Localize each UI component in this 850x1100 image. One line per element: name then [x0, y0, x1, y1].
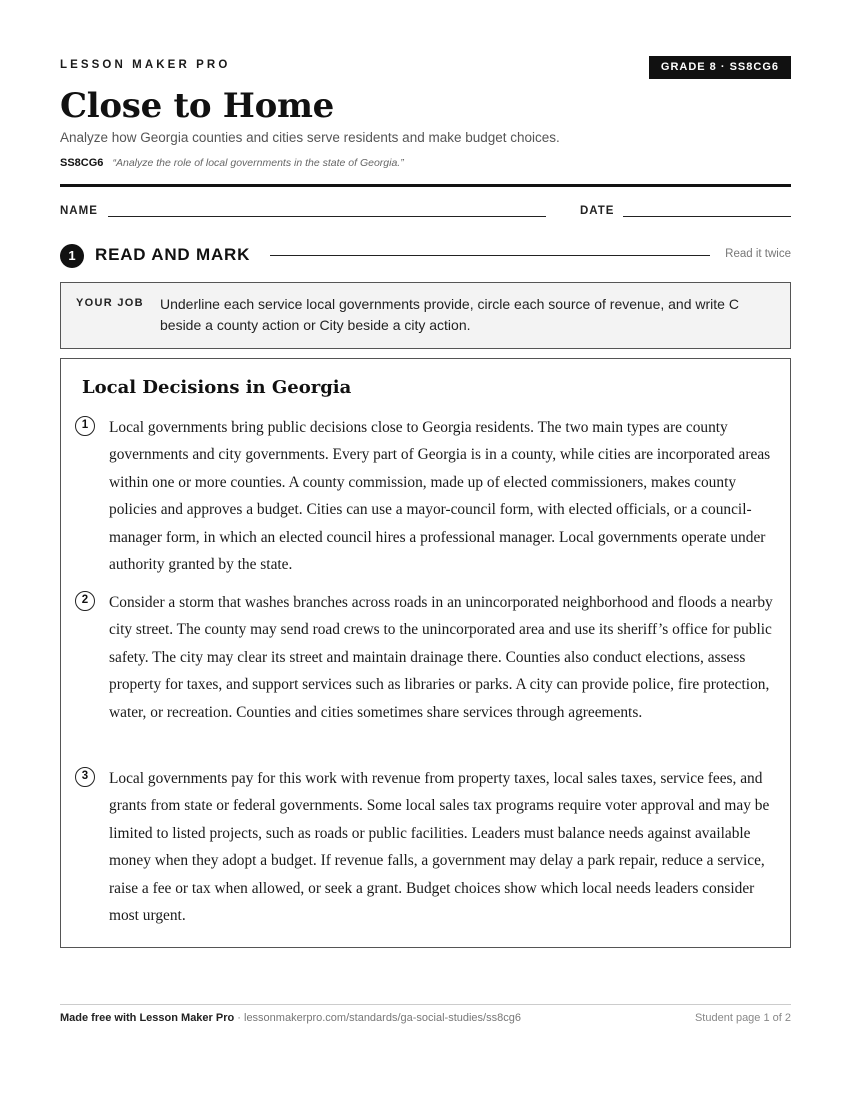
- paragraph-number-1: 1: [75, 416, 95, 436]
- paragraph-1: Local governments bring public decisions close to Georgia residents. The two main types are county governments and city governments. Every part of Georgia is in a county, while cities are incorporated areas within one or more counties. A county commission, made up of elected commissioners, makes county policies and approves a budget. Cities can use a mayor-council form, with elected officials, or a council-manager form, in which an elected council hires a professional manager. Local governments operate under authority granted by the state.: [109, 419, 771, 574]
- standard-quote: “Analyze the role of local governments in the state of Georgia.”: [112, 157, 404, 169]
- section-number-badge: 1: [60, 244, 84, 268]
- paragraph-2: Consider a storm that washes branches across roads in an unincorporated neighborhood and floods a nearby city street. The county may send road crews to the unincorporated area and use its sheriff’s office for public safety. The city may clear its street and maintain drainage there. Counties also conduct elections, assess property for taxes, and support services such as libraries or parks. A city can provide police, fire protection, water, or recreation. Counties and cities sometimes share services through agreements.: [109, 594, 773, 721]
- section-divider: [270, 255, 710, 256]
- header-divider: [60, 184, 791, 187]
- reading-title: Local Decisions in Georgia: [82, 377, 352, 398]
- grade-badge: GRADE 8 · SS8CG6: [649, 56, 791, 79]
- date-label: DATE: [580, 205, 615, 217]
- footer-brand: Made free with Lesson Maker Pro: [60, 1012, 235, 1024]
- footer-credit: [60, 1012, 521, 1024]
- page-title: Close to Home: [60, 86, 334, 126]
- page-subtitle: Analyze how Georgia counties and cities serve residents and make budget choices.: [60, 130, 560, 145]
- brand-name: LESSON MAKER PRO: [60, 59, 231, 71]
- section-note: Read it twice: [725, 248, 791, 260]
- section-header: [60, 243, 791, 269]
- standard-code: SS8CG6: [60, 157, 104, 169]
- standard-row: [60, 157, 404, 169]
- reading-passage: [60, 358, 791, 948]
- footer-divider: [60, 1004, 791, 1005]
- page-indicator: Student page 1 of 2: [694, 1012, 791, 1024]
- paragraph-number-2: 2: [75, 591, 95, 611]
- footer-url[interactable]: · lessonmakerpro.com/standards/ga-social-studies/ss8cg6: [234, 1012, 521, 1024]
- job-instructions: Underline each service local governments provide, circle each source of revenue, and write C beside a county action or City beside a city action.: [160, 296, 739, 333]
- paragraph-number-3: 3: [75, 767, 95, 787]
- date-field[interactable]: [623, 216, 791, 217]
- job-label: YOUR JOB: [76, 297, 144, 309]
- section-title: READ AND MARK: [95, 245, 251, 264]
- paragraph-3: Local governments pay for this work with revenue from property taxes, local sales taxes, service fees, and grants from state or federal governments. Some local sales tax programs require voter approval and may be limited to listed projects, such as roads or public facilities. Leaders must balance needs against available money when they adopt a budget. If revenue falls, a government may delay a park repair, reduce a service, raise a fee or tax when allowed, or seek a grant. Budget choices show which local needs leaders consider most urgent.: [109, 770, 770, 925]
- name-label: NAME: [60, 205, 98, 217]
- name-field[interactable]: [108, 216, 546, 217]
- header-row: [60, 56, 791, 80]
- job-box: [60, 282, 791, 349]
